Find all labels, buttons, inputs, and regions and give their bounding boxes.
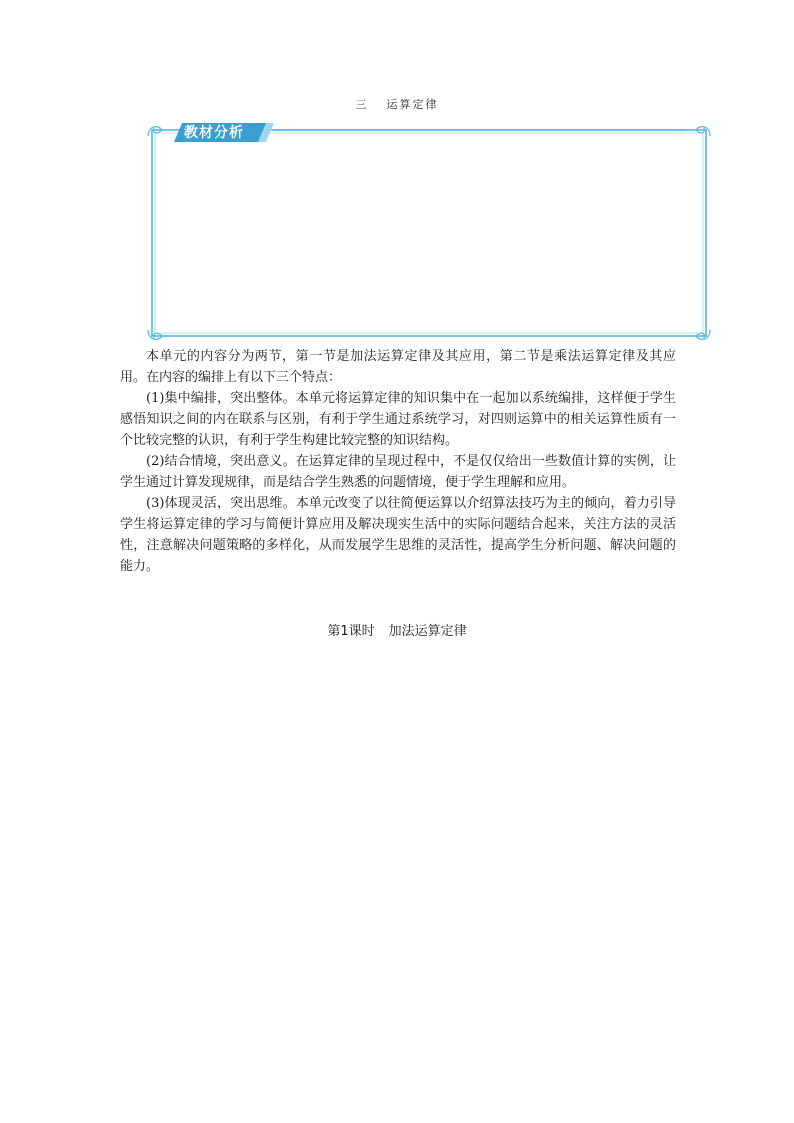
section-title: 运算定律	[386, 98, 439, 111]
paragraph-point-3: (3)体现灵活，突出思维。本单元改变了以往简便运算以介绍算法技巧为主的倾向，着力引导学生将运算定律的学习与简便计算应用及解决现实生活中的实际问题结合起来，关注方法的灵活性，注意解决问题策略的多样化，从而发展学生思维的灵活性，提高学生分析问题、解决问题的能力。	[120, 496, 676, 574]
section-number: 三	[355, 98, 369, 111]
analysis-box-frame	[146, 122, 712, 344]
lesson-name: 加法运算定律	[388, 624, 467, 639]
analysis-tab-label: 教材分析	[184, 125, 244, 141]
paragraph-intro: 本单元的内容分为两节，第一节是加法运算定律及其应用，第二节是乘法运算定律及其应用。在内容的编排上有以下三个特点：	[120, 349, 676, 385]
lesson-title	[0, 620, 794, 639]
body-text	[120, 346, 676, 577]
frame-outer-line	[152, 130, 706, 336]
page-header	[0, 96, 794, 112]
lesson-number: 第1课时	[327, 624, 375, 639]
frame-inner-line	[155, 133, 703, 333]
paragraph-point-1: (1)集中编排，突出整体。本单元将运算定律的知识集中在一起加以系统编排，这样便于学生感悟知识之间的内在联系与区别，有利于学生通过系统学习，对四则运算中的相关运算性质有一个比较完整的认识，有利于学生构建比较完整的知识结构。	[120, 391, 676, 448]
paragraph-point-2: (2)结合情境，突出意义。在运算定律的呈现过程中，不是仅仅给出一些数值计算的实例，让学生通过计算发现规律，而是结合学生熟悉的问题情境，便于学生理解和应用。	[120, 454, 676, 490]
frame-border	[146, 122, 712, 344]
